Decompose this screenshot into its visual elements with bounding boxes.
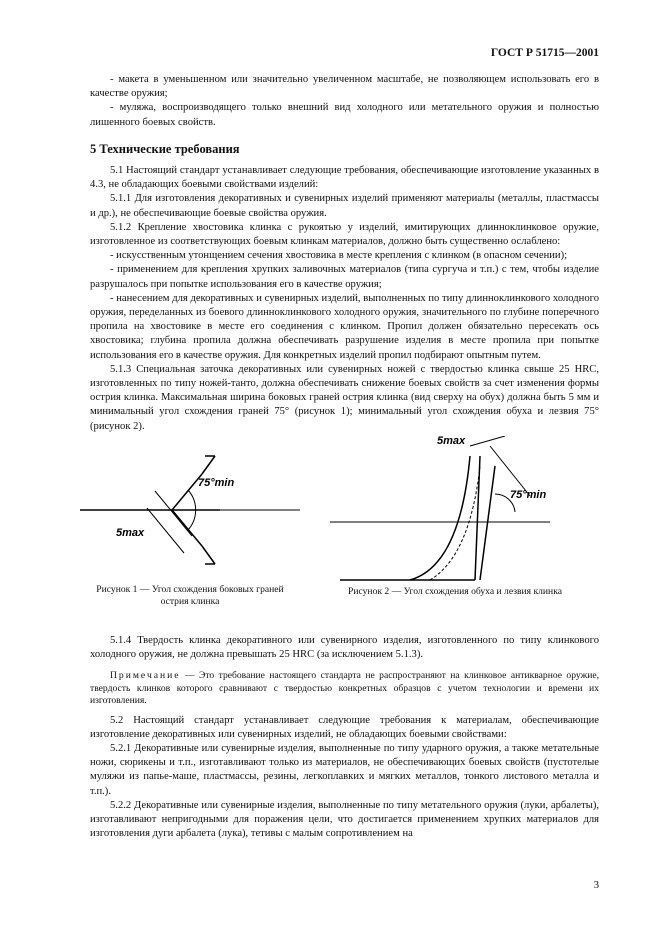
figure-2	[320, 436, 600, 626]
intro-item-2: - муляжа, воспроизводящего только внешний вид холодного или метательного оружия и полностью лишенного боевых свойств.	[90, 102, 599, 128]
para-5-2: 5.2 Настоящий стандарт устанавливает следующие требования к материалам, обеспечивающие изготовление декоративных или сувенирных изделий, не обладающих боевыми свойствами:	[90, 714, 599, 740]
para-5-2-1: 5.2.1 Декоративные или сувенирные изделия, выполненные по типу ударного оружия, а также метательные ножи, сюрикены и т.п., изготавливают только из материалов, не обеспечивающих боевых свойств (пустотелые муляжи из папье-маше, пластмассы, резины, легкоплавких и мягких металлов, тонкого листового металла и т.п.).	[90, 742, 599, 797]
figure-2-caption: Рисунок 2 — Угол схождения обуха и лезвия клинка	[348, 585, 562, 597]
note-text: — Это требование настоящего стандарта не распространяют на клинковое антикварное оружие, твердость клинков которого сравнивают с твердостью конкретных образцов с учетом технологии и времени их изготовления.	[90, 670, 599, 707]
intro-item-1: - макета в уменьшенном или значительно увеличенном масштабе, не позволяющем использовать его в качестве оружия;	[90, 74, 599, 100]
para-5-1-4: 5.1.4 Твердость клинка декоративного или сувенирного изделия, изготовленного по типу клинкового холодного оружия, не должна превышать 25 HRC (за исключением 5.1.3).	[90, 634, 599, 661]
section-5-title: 5 Технические требования	[90, 141, 240, 156]
figure-2-drawing	[320, 436, 600, 586]
edge-line-lower	[172, 510, 202, 546]
figure-1	[80, 436, 330, 626]
list-item: - применением для крепления хрупких заливочных материалов (типа сургуча и т.п.) с тем, чтобы изделие разрушалось при попытке использования его в качестве оружия;	[90, 264, 599, 290]
para-5-1-1: 5.1.1 Для изготовления декоративных и сувенирных изделий применяют материалы (металлы, пластмассы и др.), не обеспечивающие боевые свойства оружия.	[90, 193, 599, 219]
edge-line-upper	[202, 456, 215, 474]
blade-curve	[410, 456, 470, 580]
edge-line-lower	[202, 546, 215, 564]
blade-curve-dashed	[430, 466, 480, 580]
page-content	[90, 73, 599, 841]
document-code: ГОСТ Р 51715—2001	[490, 47, 599, 59]
angle-label: 75°min	[510, 488, 547, 501]
para-5-2-2: 5.2.2 Декоративные или сувенирные изделия, выполненные по типу метательного оружия (луки, арбалеты), изготавливают непригодными для поражения цели, что достигается применением хрупких материалов для изготовления дуги арбалета (лука), тетивы с малым сопротивлением на	[90, 799, 599, 840]
width-label: 5max	[437, 435, 466, 447]
note	[90, 670, 599, 707]
para-5-1-3: 5.1.3 Специальная заточка декоративных или сувенирных ножей с твердостью клинка свыше 25 HRC, изготовленных по типу ножей-танто, должна обеспечивать снижение боевых свойств за счет изменения формы острия клинка. Максимальная ширина боковых граней острия клинка (вид сверху на обух) должна быть 5 мм и минимальный угол схождения граней 75° (рисунок 1); минимальный угол схождения обуха и лезвия 75° (рисунок 2).	[90, 363, 599, 432]
dimension-line	[147, 508, 184, 553]
figure-1-drawing	[80, 436, 330, 586]
dimension-line	[155, 491, 192, 536]
list-item: - нанесением для декоративных и сувенирных изделий, выполненных по типу длинноклинкового холодного оружия, переделанных из боевого длинноклинкового холодного оружия, значительного по глубине поперечного пропила на хвостовике в месте его соединения с клинком. Пропил должен обязательно пересекать ось хвостовика; глубина пропила должна обеспечивать разрушение изделия в месте пропила при попытке использования его в качестве оружия. Для конкретных изделий пропил подбирают опытным путем.	[90, 292, 599, 361]
figure-1-caption: Рисунок 1 — Угол схождения боковых граней острия клинка	[96, 583, 284, 607]
figures-row	[90, 436, 599, 626]
angle-label: 75°min	[198, 476, 235, 489]
note-label: Примечание	[110, 670, 181, 682]
dimension-line	[470, 436, 505, 446]
list-item: - искусственным утонщением сечения хвостовика в месте крепления с клинком (в опасном сечении);	[110, 250, 568, 262]
page-number: 3	[593, 880, 599, 891]
para-5-1: 5.1 Настоящий стандарт устанавливает следующие требования, обеспечивающие изготовление указанных в 4.3, не обладающих боевыми свойствами изделий:	[90, 165, 599, 191]
width-label: 5max	[116, 526, 145, 539]
tip-edge-line	[480, 466, 495, 580]
para-5-1-2: 5.1.2 Крепление хвостовика клинка с рукоятью у изделий, имитирующих длинноклинковое оружие, изготовленное из соответствующих боевым клинкам материалов, должно быть существенно ослаблено:	[90, 221, 599, 248]
